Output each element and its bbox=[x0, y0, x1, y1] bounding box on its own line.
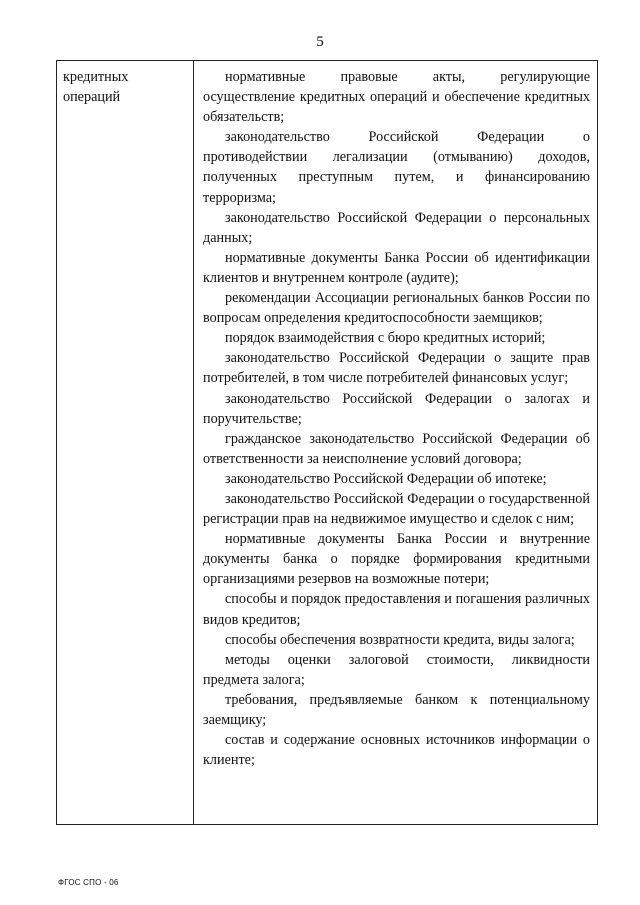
list-item: законодательство Российской Федерации о противодействии легализации (отмыванию) доходов, полученных преступным путем, и финансированию терроризма; bbox=[203, 129, 590, 206]
list-item: гражданское законодательство Российской Федерации об ответственности за неисполнение условий договора; bbox=[203, 430, 590, 467]
list-item: требования, предъявляемые банком к потенциальному заемщику; bbox=[203, 691, 590, 728]
list-item: законодательство Российской Федерации о государственной регистрации прав на недвижимое имущество и сделок с ним; bbox=[203, 490, 590, 528]
list-item: методы оценки залоговой стоимости, ликвидности предмета залога; bbox=[203, 651, 590, 688]
list-item: нормативные документы Банка России об идентификации клиентов и внутреннем контроле (аудите); bbox=[203, 249, 590, 286]
right-cell-list bbox=[203, 67, 590, 770]
list-item: состав и содержание основных источников информации о клиенте; bbox=[203, 732, 590, 769]
list-item: законодательство Российской Федерации о персональных данных; bbox=[203, 209, 590, 246]
list-item: нормативные документы Банка России и внутренние документы банка о порядке формирования кредитными организациями резервов на возможные потери; bbox=[203, 531, 590, 588]
requirements-table bbox=[56, 60, 598, 825]
list-item: рекомендации Ассоциации региональных банков России по вопросам определения кредитоспособности заемщиков; bbox=[203, 290, 590, 327]
page-number: 5 bbox=[316, 34, 324, 50]
list-item: порядок взаимодействия с бюро кредитных историй; bbox=[225, 330, 546, 347]
list-item: законодательство Российской Федерации о залогах и поручительстве; bbox=[203, 390, 590, 427]
list-item: нормативные правовые акты, регулирующие осуществление кредитных операций и обеспечение кредитных обязательств; bbox=[203, 69, 590, 126]
footer-label: ФГОС СПО - 06 bbox=[58, 878, 119, 887]
column-divider bbox=[193, 61, 194, 824]
list-item: способы обеспечения возвратности кредита, виды залога; bbox=[225, 631, 575, 648]
list-item: способы и порядок предоставления и погашения различных видов кредитов; bbox=[203, 591, 590, 628]
list-item: законодательство Российской Федерации о защите прав потребителей, в том числе потребителей финансовых услуг; bbox=[203, 350, 590, 387]
list-item: законодательство Российской Федерации об ипотеке; bbox=[225, 470, 547, 487]
left-cell-label: кредитных операций bbox=[63, 69, 129, 105]
